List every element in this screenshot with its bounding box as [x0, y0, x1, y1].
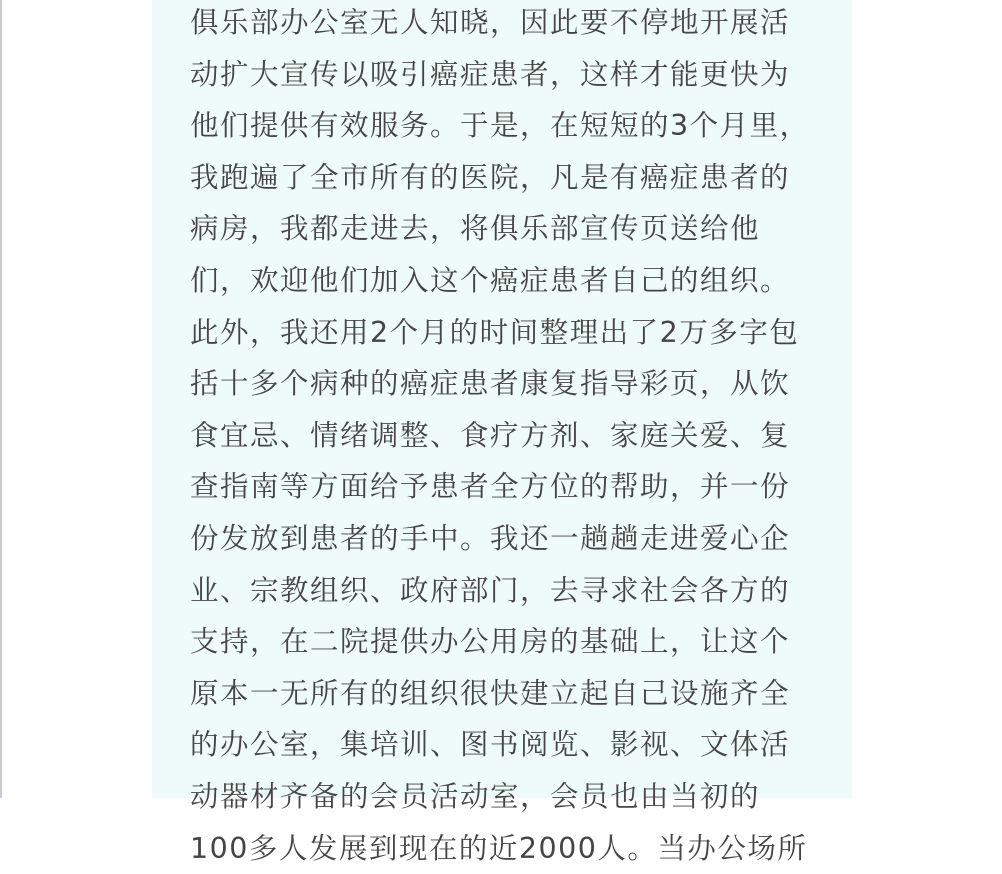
article-line: 100多人发展到现在的近2000人。当办公场所: [190, 823, 830, 874]
article-line: 此外，我还用2个月的时间整理出了2万多字包: [190, 307, 830, 359]
article-line: 食宜忌、情绪调整、食疗方剂、家庭关爱、复: [190, 410, 830, 462]
article-line: 俱乐部办公室无人知晓，因此要不停地开展活: [190, 0, 830, 49]
article-line: 他们提供有效服务。于是，在短短的3个月里，: [190, 100, 830, 152]
article-body: [190, 0, 830, 874]
article-panel: [152, 0, 852, 798]
article-line: 们，欢迎他们加入这个癌症患者自己的组织。: [190, 255, 830, 307]
article-line: 病房，我都走进去，将俱乐部宣传页送给他: [190, 203, 830, 255]
window-left-edge: [0, 0, 2, 798]
article-line: 动器材齐备的会员活动室，会员也由当初的: [190, 771, 830, 823]
article-line: 业、宗教组织、政府部门，去寻求社会各方的: [190, 565, 830, 617]
article-line: 查指南等方面给予患者全方位的帮助，并一份: [190, 461, 830, 513]
article-line: 括十多个病种的癌症患者康复指导彩页，从饮: [190, 358, 830, 410]
article-line: 原本一无所有的组织很快建立起自己设施齐全: [190, 668, 830, 720]
article-line: 我跑遍了全市所有的医院，凡是有癌症患者的: [190, 152, 830, 204]
article-line: 的办公室，集培训、图书阅览、影视、文体活: [190, 719, 830, 771]
article-line: 份发放到患者的手中。我还一趟趟走进爱心企: [190, 513, 830, 565]
article-line: 支持，在二院提供办公用房的基础上，让这个: [190, 616, 830, 668]
article-line: 动扩大宣传以吸引癌症患者，这样才能更快为: [190, 49, 830, 101]
